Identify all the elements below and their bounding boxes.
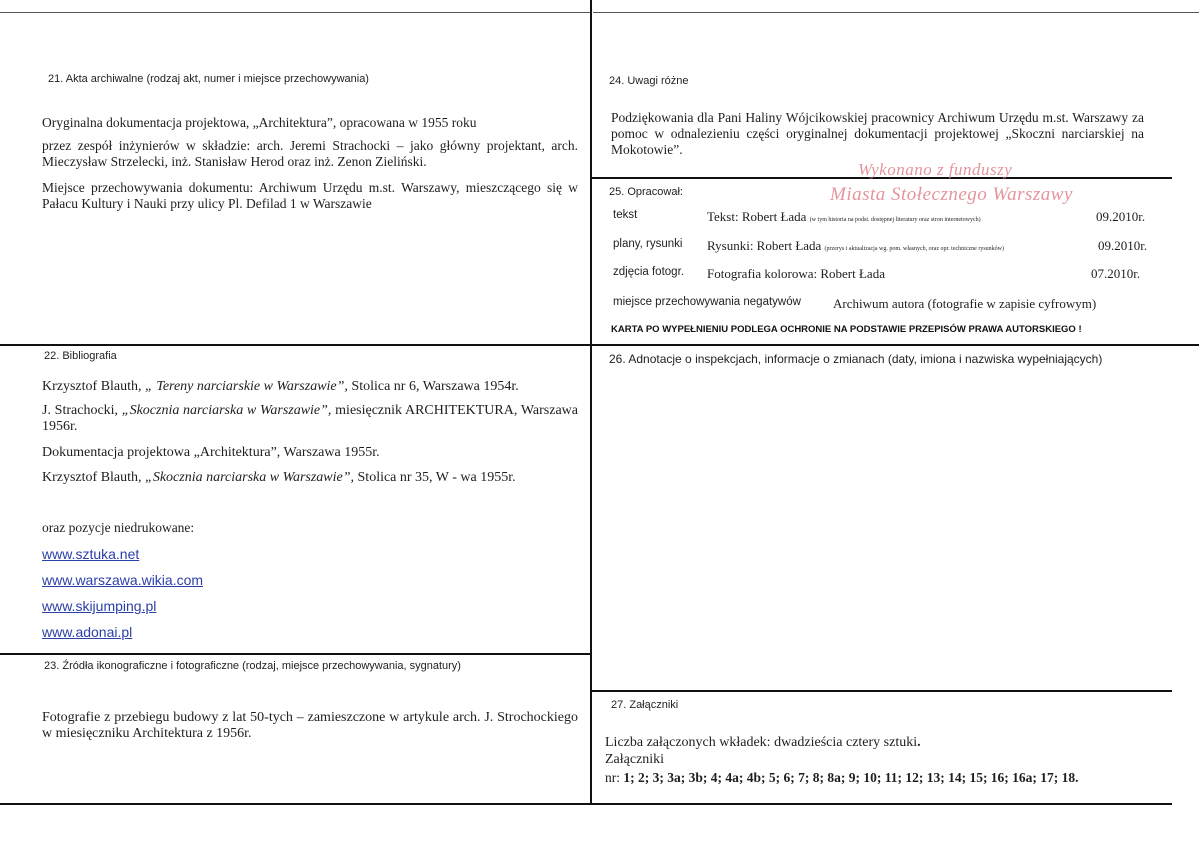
bottom-rule — [0, 803, 1172, 805]
section-21-header: 21. Akta archiwalne (rodzaj akt, numer i miejsce przechowywania) — [48, 73, 369, 85]
attachment-numbers — [605, 770, 1079, 786]
row-text-date: 09.2010r. — [1096, 209, 1146, 224]
credit-note: (w tym historia na podst. dostępnej literatury oraz stron internetowych) — [809, 217, 981, 223]
row-drawings-date: 09.2010r. — [1098, 238, 1148, 253]
bib-details: Stolica nr 6, Warszawa 1954r. — [347, 379, 519, 394]
bibliography-entry — [42, 379, 519, 395]
section-24-text: Podziękowania dla Pani Haliny Wójcikowskiej pracownicy Archiwum Urzędu m.st. Warszawy za pomoc w odnalezieniu części oryginalnej dokumentacji projektowej „Skoczni narciarskiej na Mokotowie”. — [611, 110, 1144, 157]
section-21-paragraph-3: Miejsce przechowywania dokumentu: Archiwum Urzędu m.st. Warszawy, mieszczącego się w Pałacu Kultury i Nauki przy ulicy Pl. Defilad 1 w Warszawie — [42, 180, 578, 211]
section-21-paragraph-2: przez zespół inżynierów w składzie: arch. Jeremi Strachocki – jako główny projektant, arch. Mieczysław Strzelecki, inż. Stanisław Herod oraz inż. Zenon Zieliński. — [42, 138, 578, 169]
section-23-header: 23. Źródła ikonograficzne i fotograficzne (rodzaj, miejsce przechowywania, sygnatury) — [44, 660, 461, 672]
bib-details: Stolica nr 35, W - wa 1955r. — [354, 470, 516, 485]
rule-26-27 — [592, 690, 1172, 692]
attachments-label: Załączniki — [605, 752, 665, 767]
negatives-label: miejsce przechowywania negatywów — [613, 296, 801, 308]
negatives-value: Archiwum autora (fotografie w zapisie cyfrowym) — [833, 296, 1097, 311]
rule-22-23 — [0, 653, 590, 655]
link-skijumping[interactable]: www.skijumping.pl — [42, 598, 157, 614]
bib-title: „Skocznia narciarska w Warszawie”, — [145, 470, 355, 485]
row-text-label: tekst — [613, 209, 638, 221]
section-27-header: 27. Załączniki — [611, 699, 679, 711]
row-drawings-label: plany, rysunki — [613, 238, 683, 250]
row-photos-label: zdjęcia fotogr. — [613, 266, 684, 278]
credit-note: (przerys i aktualizacja wg. pom. własnych, oraz opr. techniczne rysunków) — [824, 246, 1004, 252]
link-sztuka[interactable]: www.sztuka.net — [42, 546, 140, 562]
rule-21-22 — [0, 344, 1199, 346]
section-26-header: 26. Adnotacje o inspekcjach, informacje o zmianach (daty, imiona i nazwiska wypełniających) — [609, 352, 1103, 366]
section-22-header: 22. Bibliografia — [44, 350, 117, 362]
top-rule-right — [593, 12, 1199, 13]
row-text-value — [707, 209, 981, 225]
top-rule-left — [0, 12, 590, 13]
bib-details: miesięcznik ARCHITEKTURA, Warszawa 1956r. — [42, 403, 578, 434]
attachment-numbers-prefix: nr: — [605, 770, 624, 785]
bibliography-entry: Dokumentacja projektowa „Architektura”, Warszawa 1955r. — [42, 445, 380, 460]
row-drawings-value — [707, 238, 1004, 254]
bib-title: „ Tereny narciarskie w Warszawie”, — [145, 379, 348, 394]
bib-author: Krzysztof Blauth, — [42, 470, 146, 485]
center-divider — [590, 0, 592, 804]
author-credit: Rysunki: Robert Łada — [707, 238, 822, 253]
attachment-count — [605, 735, 921, 751]
row-photos-value: Fotografia kolorowa: Robert Łada — [707, 266, 885, 281]
funding-stamp: Wykonano z funduszy — [858, 160, 1013, 179]
author-credit: Tekst: Robert Łada — [707, 209, 807, 224]
unprinted-sources-label: oraz pozycje niedrukowane: — [42, 520, 195, 535]
section-24-header: 24. Uwagi różne — [609, 75, 689, 87]
funding-stamp: Miasta Stołecznego Warszawy — [830, 184, 1073, 205]
link-warszawa-wikia[interactable]: www.warszawa.wikia.com — [42, 572, 204, 588]
row-photos-date: 07.2010r. — [1091, 266, 1141, 281]
bib-author: Krzysztof Blauth, — [42, 379, 146, 394]
attachment-numbers-list: 1; 2; 3; 3a; 3b; 4; 4a; 4b; 5; 6; 7; 8; 8a; 9; 10; 11; 12; 13; 14; 15; 16; 16a; 17; 18. — [623, 770, 1079, 785]
section-25-header: 25. Opracował: — [609, 186, 683, 198]
copyright-notice: KARTA PO WYPEŁNIENIU PODLEGA OCHRONIE NA PODSTAWIE PRZEPISÓW PRAWA AUTORSKIEGO ! — [611, 324, 1082, 335]
bibliography-entry — [42, 470, 516, 486]
bib-title: „Skocznia narciarska w Warszawie”, — [121, 403, 332, 418]
attachment-count-period: . — [917, 735, 921, 750]
section-23-text: Fotografie z przebiegu budowy z lat 50-tych – zamieszczone w artykule arch. J. Strochockiego w miesięczniku Architektura z 1956r. — [42, 710, 578, 741]
attachment-count-text: Liczba załączonych wkładek: dwadzieścia cztery sztuki — [605, 735, 918, 750]
bibliography-entry — [42, 403, 578, 435]
link-adonai[interactable]: www.adonai.pl — [42, 624, 133, 640]
section-21-paragraph-1: Oryginalna dokumentacja projektowa, „Architektura”, opracowana w 1955 roku — [42, 115, 477, 130]
bib-author: J. Strachocki, — [42, 403, 122, 418]
